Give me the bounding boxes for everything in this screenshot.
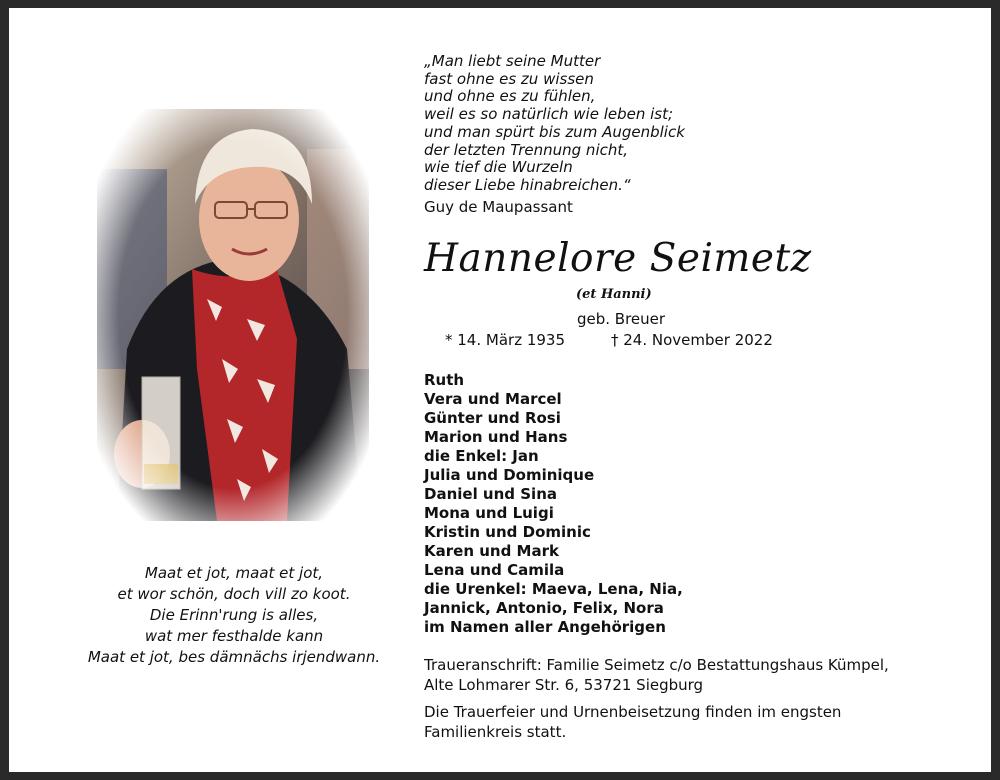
family-line: Günter und Rosi bbox=[424, 409, 561, 427]
birth-date: * 14. März 1935 bbox=[445, 331, 566, 349]
family-line: Jannick, Antonio, Felix, Nora bbox=[424, 599, 664, 617]
family-line: Vera und Marcel bbox=[424, 390, 562, 408]
family-line: Karen und Mark bbox=[424, 542, 559, 560]
family-line: Julia und Dominique bbox=[424, 466, 595, 484]
dialect-line: Die Erinn'rung is alles, bbox=[149, 606, 319, 624]
family-list bbox=[424, 371, 683, 637]
family-line: Ruth bbox=[424, 371, 465, 389]
family-line: Mona und Luigi bbox=[424, 504, 554, 522]
family-line: Kristin und Dominic bbox=[424, 523, 591, 541]
address-line: Traueranschrift: Familie Seimetz c/o Bestattungshaus Kümpel, bbox=[424, 656, 889, 674]
quote-line: weil es so natürlich wie leben ist; bbox=[424, 105, 674, 124]
family-line: Lena und Camila bbox=[424, 561, 565, 579]
funeral-note bbox=[424, 702, 841, 742]
family-line: im Namen aller Angehörigen bbox=[424, 618, 666, 636]
quote-line: „Man liebt seine Mutter bbox=[424, 52, 601, 70]
dialect-poem bbox=[69, 563, 399, 668]
note-line: Die Trauerfeier und Urnenbeisetzung finden im engsten bbox=[424, 703, 842, 721]
quote-line: fast ohne es zu wissen bbox=[424, 69, 594, 88]
note-line: Familienkreis statt. bbox=[424, 723, 567, 741]
family-line: die Urenkel: Maeva, Lena, Nia, bbox=[424, 580, 683, 598]
family-line: Marion und Hans bbox=[424, 428, 568, 446]
dialect-line: wat mer festhalde kann bbox=[144, 627, 324, 645]
deceased-nickname: (et Hanni) bbox=[576, 287, 652, 302]
quote-line: wie tief die Wurzeln bbox=[424, 158, 573, 177]
quote-author: Guy de Maupassant bbox=[424, 198, 573, 216]
dialect-line: Maat et jot, bes dämnächs irjendwann. bbox=[87, 648, 381, 666]
quote-line: und ohne es zu fühlen, bbox=[424, 87, 596, 106]
portrait-photo bbox=[97, 109, 369, 521]
family-line: die Enkel: Jan bbox=[424, 447, 539, 465]
deceased-name: Hannelore Seimetz bbox=[424, 236, 812, 281]
quote-line: der letzten Trennung nicht, bbox=[424, 140, 629, 159]
quote-line: dieser Liebe hinabreichen.“ bbox=[424, 175, 631, 194]
family-line: Daniel und Sina bbox=[424, 485, 557, 503]
dialect-line: Maat et jot, maat et jot, bbox=[144, 564, 324, 582]
birth-name: geb. Breuer bbox=[577, 310, 666, 328]
quote-line: und man spürt bis zum Augenblick bbox=[424, 122, 685, 141]
maupassant-quote bbox=[424, 53, 685, 195]
address-line: Alte Lohmarer Str. 6, 53721 Siegburg bbox=[424, 676, 704, 694]
mourning-address bbox=[424, 655, 889, 695]
dialect-line: et wor schön, doch vill zo koot. bbox=[117, 585, 351, 603]
obituary-page bbox=[9, 8, 991, 772]
death-date: † 24. November 2022 bbox=[611, 331, 773, 349]
